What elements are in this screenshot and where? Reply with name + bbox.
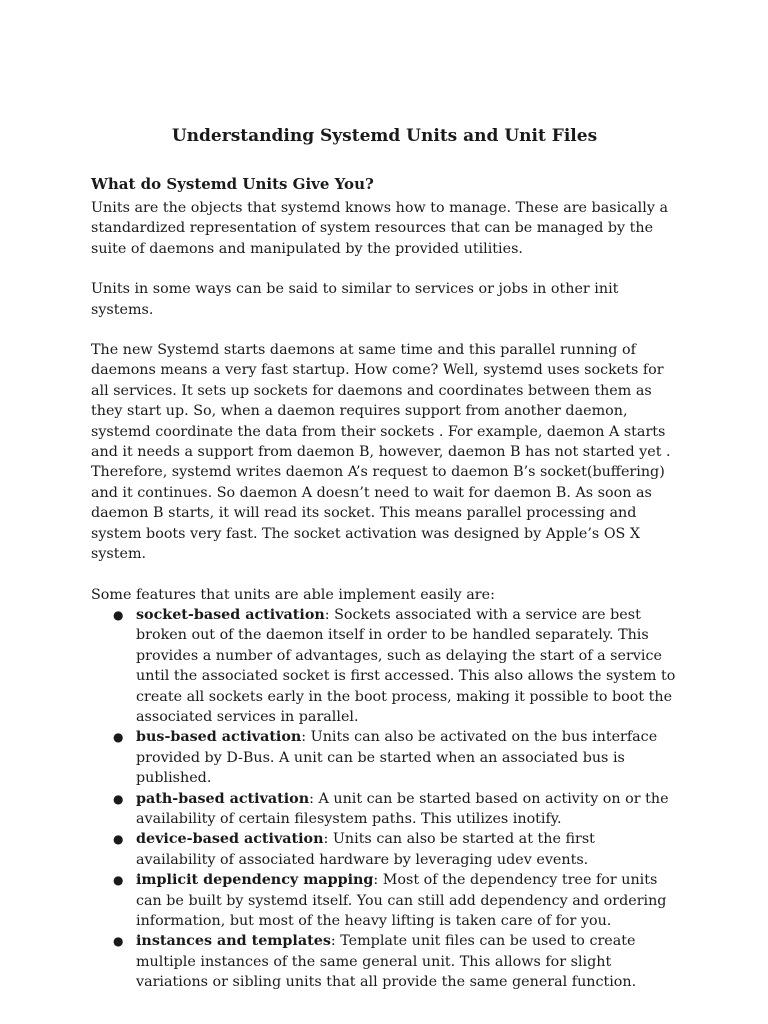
list-item (113, 789, 678, 830)
section-heading: What do Systemd Units Give You? (91, 175, 374, 193)
feature-term: implicit dependency mapping (136, 872, 374, 889)
document-title: Understanding Systemd Units and Unit Files (171, 126, 598, 146)
paragraph-parallel-startup: The new Systemd starts daemons at same time and this parallel running of daemons means a very fast startup. How come? Well, systemd uses sockets for all services. It sets up sockets for daemons and coordinates between them as they start up. So, when a daemon requires support from another daemon, systemd coordinate the data from their sockets . For example, daemon A starts and it needs a support from daemon B, however, daemon B has not started yet . Therefore, systemd writes daemon A’s request to daemon B’s socket(buffering) and it continues. So daemon A doesn’t need to wait for daemon B. As soon as daemon B starts, it will read its socket. This means parallel processing and system boots very fast. The socket activation was designed by Apple’s OS X system. (91, 342, 671, 563)
feature-term: bus-based activation (136, 729, 302, 746)
feature-description: : Units can also be activated on the bus interface provided by D-Bus. A unit can be started when an associated bus is published. (136, 729, 658, 787)
feature-description: : Units can also be started at the first availability of associated hardware by leveraging udev events. (136, 831, 595, 868)
feature-description: : Template unit files can be used to create multiple instances of the same general unit. This allows for slight variations or sibling units that all provide the same general function. (136, 933, 637, 991)
feature-description: : Sockets associated with a service are best broken out of the daemon itself in order to be handled separately. This provides a number of advantages, such as delaying the start of a service until the associated socket is first accessed. This also allows the system to create all sockets early in the boot process, making it possible to boot the associated services in parallel. (136, 606, 676, 725)
feature-list (91, 605, 678, 993)
list-item (113, 870, 678, 931)
bullet-icon: ● (113, 607, 124, 622)
feature-term: device-based activation (136, 831, 324, 848)
feature-term: path-based activation (136, 790, 310, 807)
paragraph-units-definition: Units are the objects that systemd knows how to manage. These are basically a standardized representation of system resources that can be managed by the suite of daemons and manipulated by the provided utilities. (91, 200, 668, 257)
paragraph-features-intro: Some features that units are able implement easily are: (91, 586, 495, 603)
bullet-icon: ● (113, 791, 124, 806)
bullet-icon: ● (113, 873, 124, 888)
bullet-icon: ● (113, 730, 124, 745)
feature-term: socket-based activation (136, 606, 325, 623)
feature-term: instances and templates (136, 933, 331, 950)
list-item (113, 727, 678, 788)
list-item (113, 931, 678, 992)
list-item (113, 829, 678, 870)
list-item (113, 605, 678, 727)
bullet-icon: ● (113, 934, 124, 949)
feature-description: : A unit can be started based on activity on or the availability of certain filesystem paths. This utilizes inotify. (136, 790, 669, 827)
bullet-icon: ● (113, 832, 124, 847)
paragraph-units-comparison: Units in some ways can be said to similar to services or jobs in other init systems. (91, 281, 619, 318)
feature-description: : Most of the dependency tree for units can be built by systemd itself. You can still add dependency and ordering information, but most of the heavy lifting is taken care of for you. (136, 872, 667, 929)
